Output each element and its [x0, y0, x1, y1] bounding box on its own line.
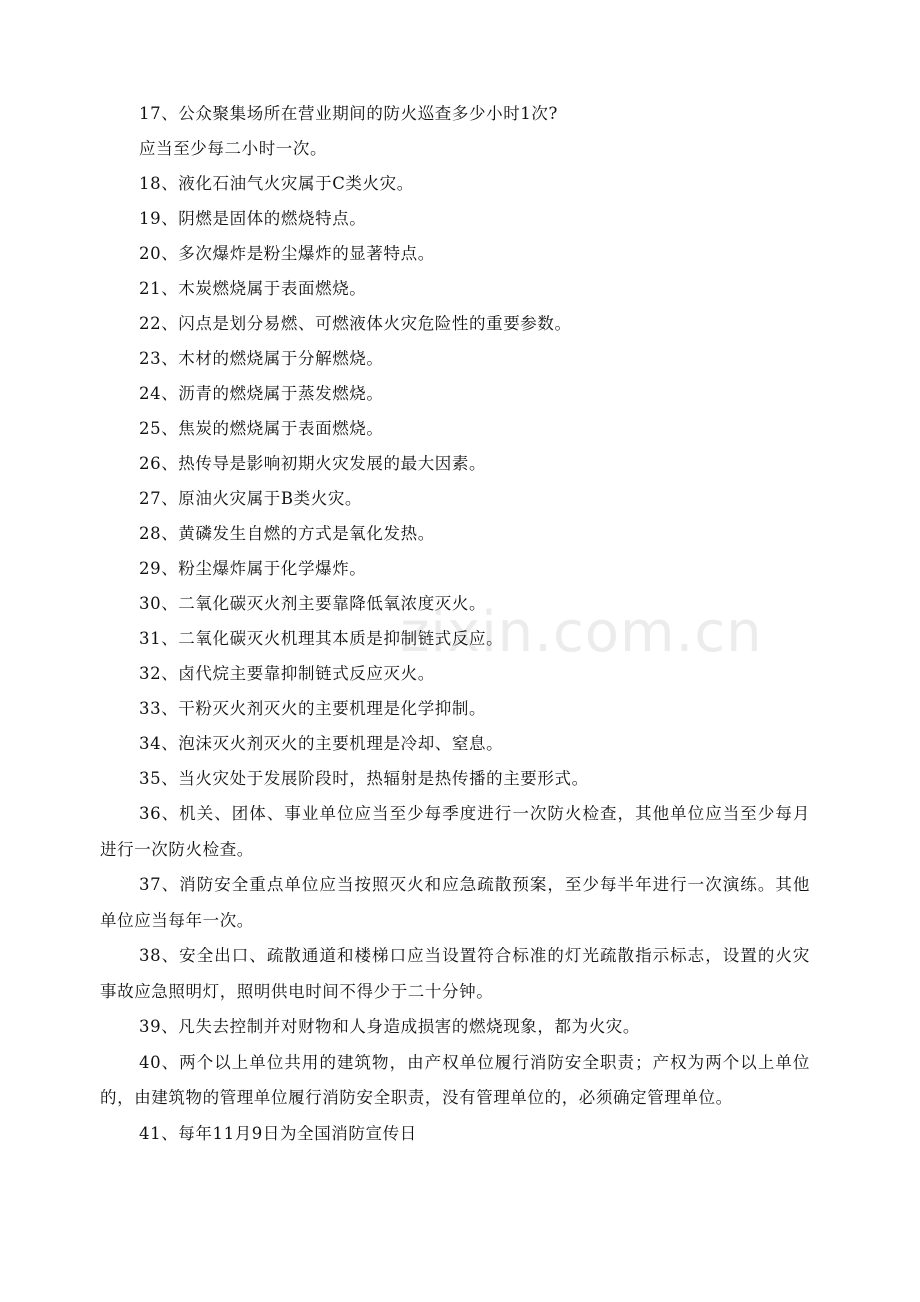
item-22: 22、闪点是划分易燃、可燃液体火灾危险性的重要参数。	[139, 314, 572, 333]
item-21: 21、木炭燃烧属于表面燃烧。	[139, 279, 367, 298]
item-36: 36、机关、团体、事业单位应当至少每季度进行一次防火检查，其他单位应当至少每月进行一次防火检查。	[100, 804, 810, 859]
item-30: 30、二氧化碳灭火剂主要靠降低氧浓度灭火。	[139, 594, 487, 613]
item-39: 39、凡失去控制并对财物和人身造成损害的燃烧现象，都为火灾。	[139, 1017, 640, 1036]
item-18: 18、液化石油气火灾属于C类火灾。	[139, 174, 414, 193]
item-26: 26、热传导是影响初期火灾发展的最大因素。	[139, 454, 487, 473]
item-41: 41、每年11月9日为全国消防宣传日	[139, 1123, 417, 1143]
watermark: zixin.com.cn	[400, 600, 763, 665]
item-40: 40、两个以上单位共用的建筑物，由产权单位履行消防安全职责；产权为两个以上单位的，由建筑物的管理单位履行消防安全职责，没有管理单位的，必须确定管理单位。	[100, 1052, 810, 1107]
item-25: 25、焦炭的燃烧属于表面燃烧。	[139, 419, 384, 438]
item-28: 28、黄磷发生自燃的方式是氧化发热。	[139, 524, 435, 543]
item-29: 29、粉尘爆炸属于化学爆炸。	[139, 559, 367, 578]
item-23: 23、木材的燃烧属于分解燃烧。	[139, 349, 384, 368]
item-32: 32、卤代烷主要靠抑制链式反应灭火。	[139, 664, 435, 683]
item-31: 31、二氧化碳灭火机理其本质是抑制链式反应。	[139, 629, 504, 648]
item-27: 27、原油火灾属于B类火灾。	[139, 489, 363, 508]
item-38: 38、安全出口、疏散通道和楼梯口应当设置符合标准的灯光疏散指示标志，设置的火灾事故应急照明灯，照明供电时间不得少于二十分钟。	[100, 946, 810, 1001]
item-37: 37、消防安全重点单位应当按照灭火和应急疏散预案，至少每半年进行一次演练。其他单位应当每年一次。	[100, 875, 810, 930]
item-20: 20、多次爆炸是粉尘爆炸的显著特点。	[139, 244, 435, 263]
item-19: 19、阴燃是固体的燃烧特点。	[139, 209, 367, 228]
item-35: 35、当火灾处于发展阶段时，热辐射是热传播的主要形式。	[139, 769, 589, 788]
item-24: 24、沥青的燃烧属于蒸发燃烧。	[139, 384, 384, 403]
document-body	[100, 96, 820, 1151]
item-33: 33、干粉灭火剂灭火的主要机理是化学抑制。	[139, 699, 487, 718]
answer-17: 应当至少每二小时一次。	[139, 139, 328, 158]
question-17: 17、公众聚集场所在营业期间的防火巡查多少小时1次?	[139, 104, 558, 123]
item-34: 34、泡沫灭火剂灭火的主要机理是冷却、窒息。	[139, 734, 504, 753]
